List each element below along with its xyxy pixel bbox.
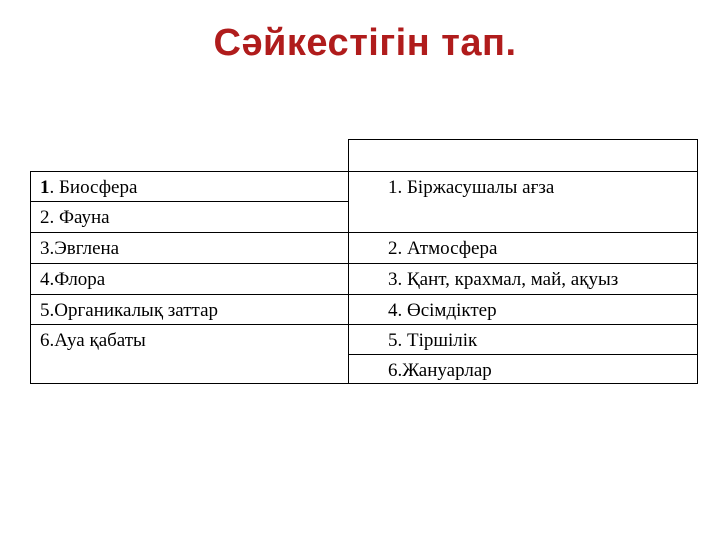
table-line	[30, 263, 697, 264]
page-title: Сәйкестігін тап.	[213, 22, 517, 64]
left-cell: 4.Флора	[40, 269, 106, 290]
right-cell: 1. Біржасушалы ағза	[388, 177, 555, 198]
table-line	[30, 201, 348, 202]
table-line	[697, 139, 698, 384]
right-cell: 2. Атмосфера	[388, 238, 498, 259]
table-line	[30, 171, 697, 172]
right-cell: 6.Жануарлар	[388, 360, 492, 381]
table-line	[30, 294, 697, 295]
right-cell: 3. Қант, крахмал, май, ақуыз	[388, 269, 619, 290]
left-cell: 6.Ауа қабаты	[40, 330, 146, 351]
left-cell: 2. Фауна	[40, 207, 110, 228]
table-line	[348, 139, 697, 140]
right-cell: 5. Тіршілік	[388, 330, 478, 351]
table-line	[30, 232, 697, 233]
table-line	[30, 383, 697, 384]
table-line	[30, 171, 31, 384]
table-line	[348, 354, 697, 355]
table-line	[348, 139, 349, 384]
table-line	[30, 324, 697, 325]
left-cell: 1. Биосфера	[40, 177, 138, 198]
left-cell: 5.Органикалық заттар	[40, 300, 219, 321]
right-cell: 4. Өсімдіктер	[388, 300, 497, 321]
left-cell: 3.Эвглена	[40, 238, 120, 259]
